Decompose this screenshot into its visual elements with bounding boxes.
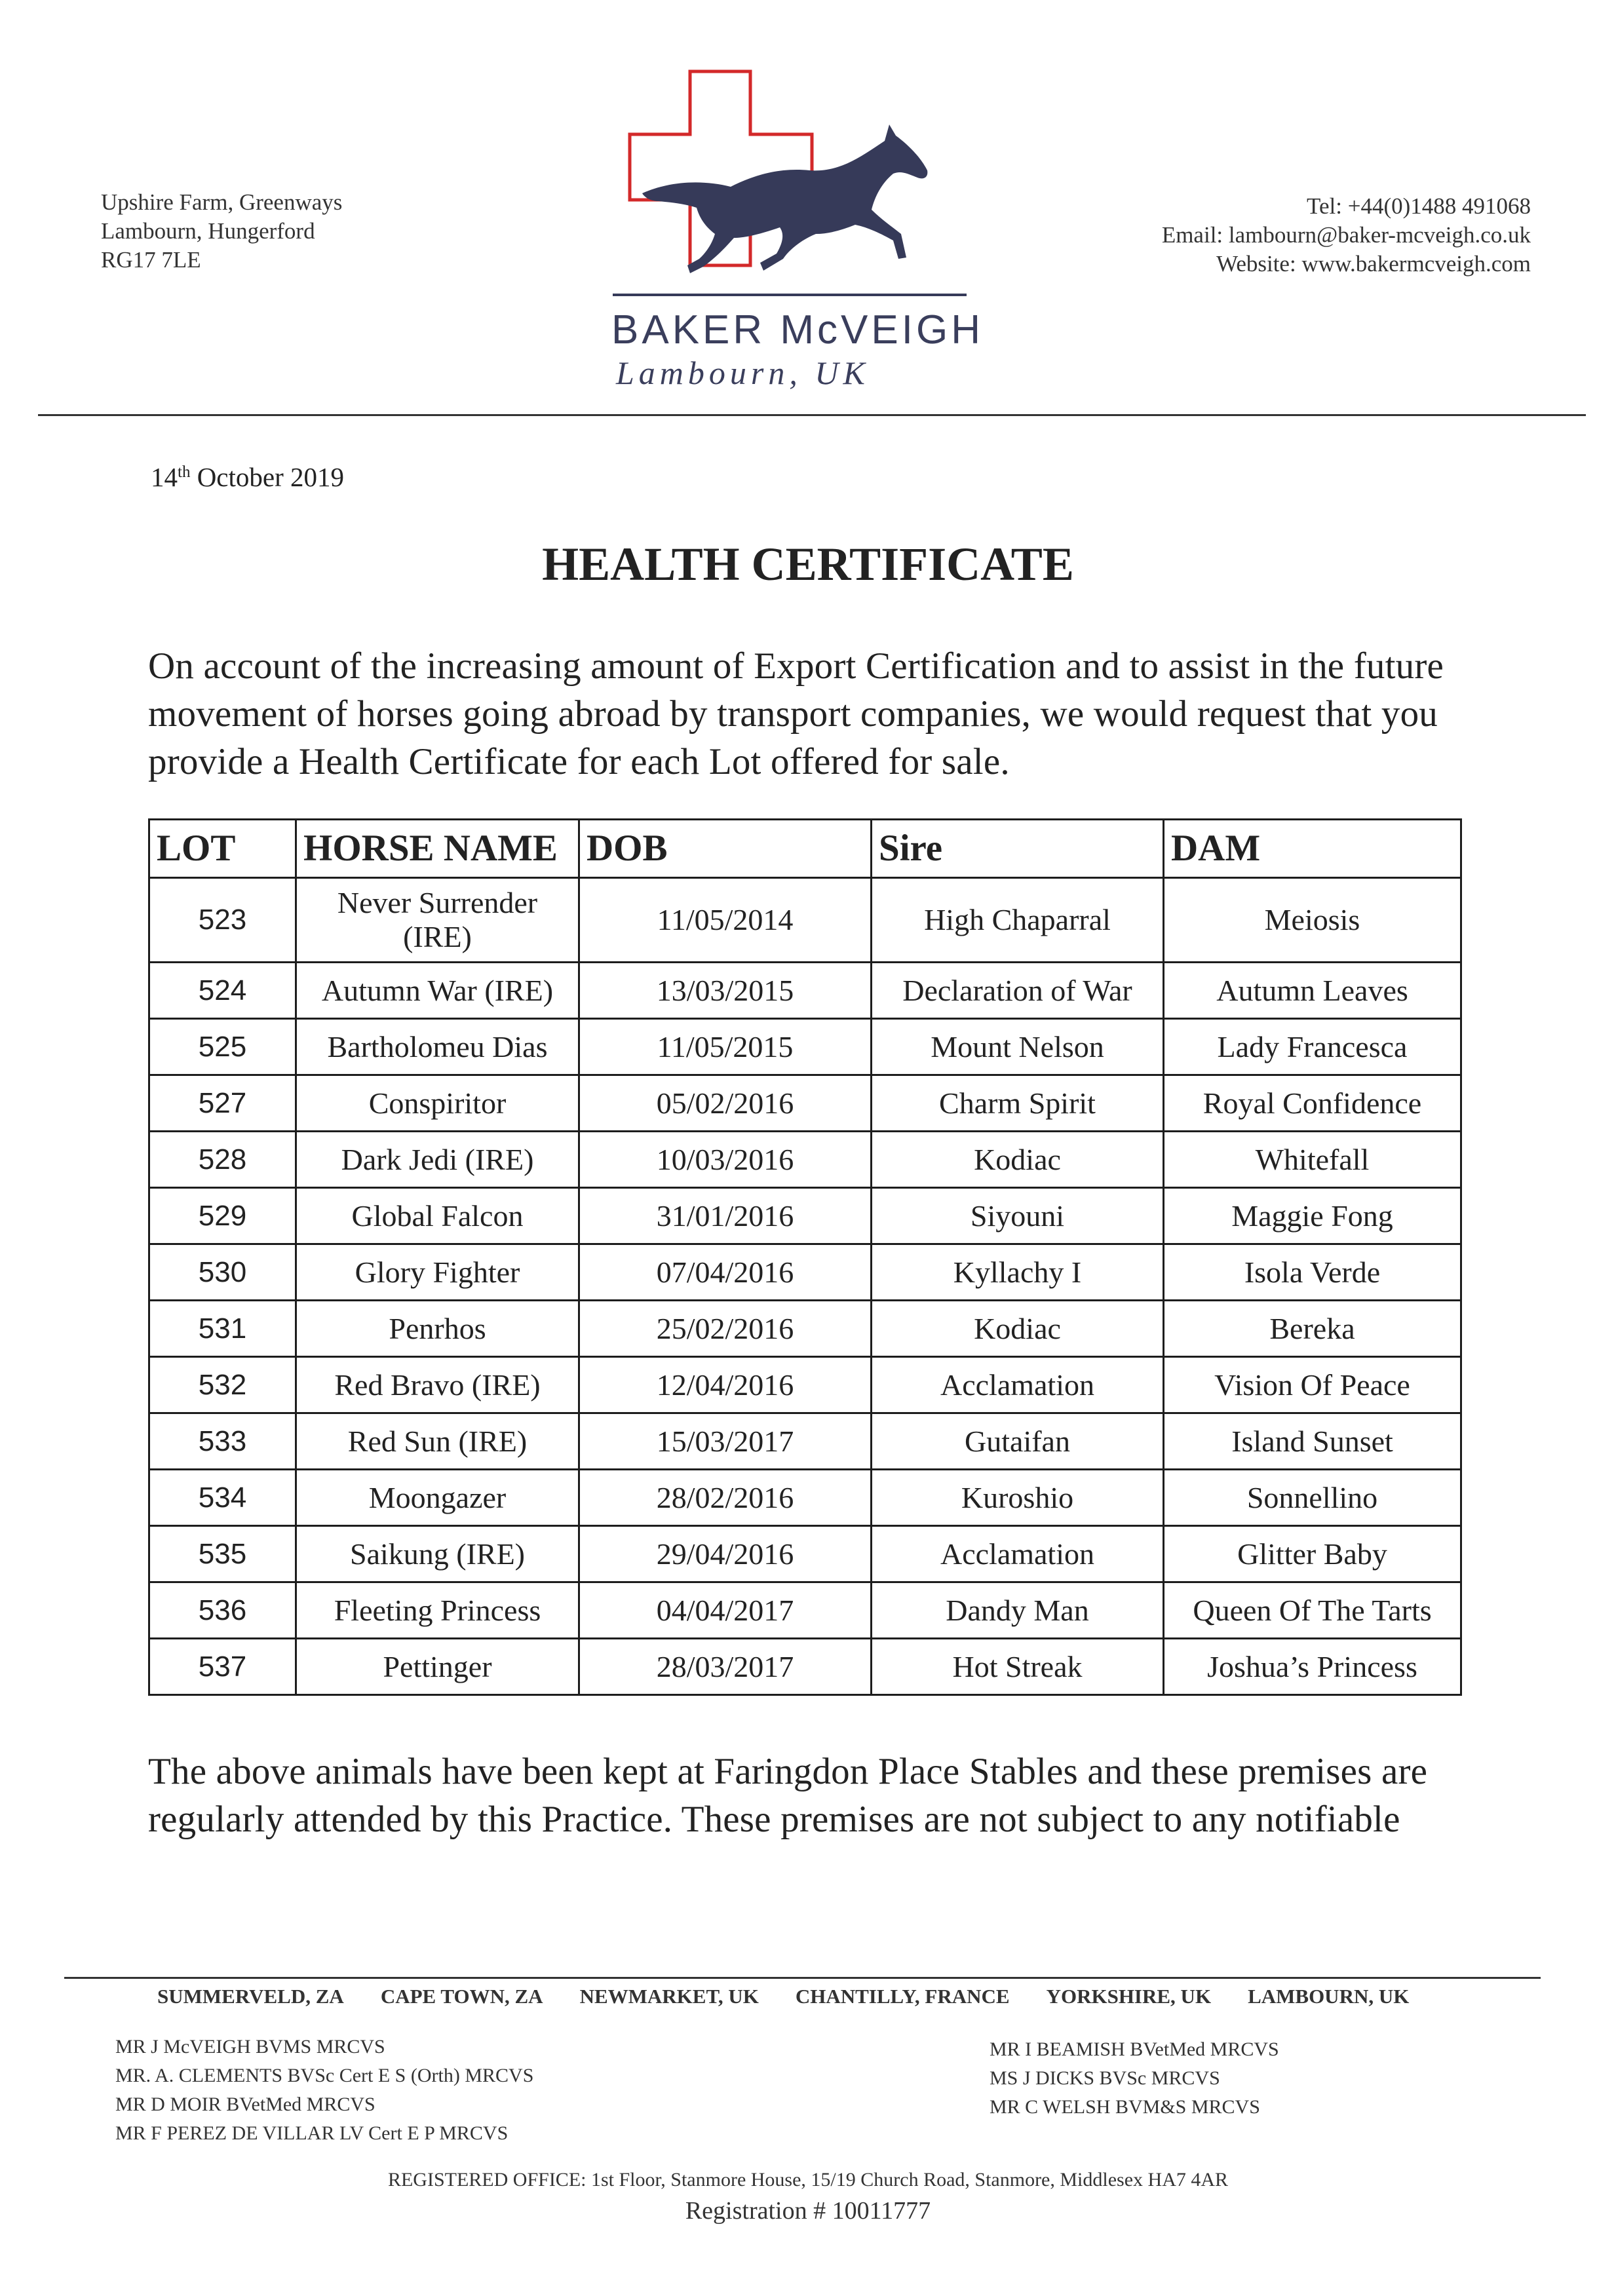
cell-dam: Meiosis: [1164, 878, 1461, 963]
cell-dam: Isola Verde: [1164, 1244, 1461, 1301]
column-header-dam: DAM: [1164, 820, 1461, 878]
cell-sire: Kodiac: [872, 1132, 1164, 1188]
cell-lot: 527: [149, 1075, 296, 1132]
address-line: RG17 7LE: [101, 247, 201, 273]
cell-lot: 529: [149, 1188, 296, 1244]
cell-dob: 31/01/2016: [579, 1188, 872, 1244]
cell-horse-name: Moongazer: [296, 1470, 579, 1526]
cell-horse-name: Red Bravo (IRE): [296, 1357, 579, 1413]
cell-horse-name: Pettinger: [296, 1639, 579, 1695]
cell-dob: 25/02/2016: [579, 1301, 872, 1357]
cell-horse-name: Glory Fighter: [296, 1244, 579, 1301]
column-header-dob: DOB: [579, 820, 872, 878]
page-title: HEALTH CERTIFICATE: [542, 538, 1074, 590]
column-header-sire: Sire: [872, 820, 1164, 878]
column-header-horse-name: HORSE NAME: [296, 820, 579, 878]
cell-dob: 28/02/2016: [579, 1470, 872, 1526]
cell-horse-name: Dark Jedi (IRE): [296, 1132, 579, 1188]
cell-horse-name: Autumn War (IRE): [296, 963, 579, 1019]
cell-dam: Sonnellino: [1164, 1470, 1461, 1526]
office-locations: [157, 1985, 1468, 2008]
table-row: [149, 1582, 1461, 1639]
date-rest: October 2019: [197, 462, 345, 492]
cell-sire: Mount Nelson: [872, 1019, 1164, 1075]
cell-lot: 530: [149, 1244, 296, 1301]
cell-dob: 11/05/2015: [579, 1019, 872, 1075]
vets-list-left: [115, 2033, 533, 2148]
cell-lot: 533: [149, 1413, 296, 1470]
vet-name: MR C WELSH BVM&S MRCVS: [990, 2096, 1260, 2118]
lots-table: [148, 818, 1462, 1696]
location: CAPE TOWN, ZA: [380, 1985, 543, 2008]
cell-sire: Siyouni: [872, 1188, 1164, 1244]
vet-name: MR. A. CLEMENTS BVSc Cert E S (Orth) MRCVS: [115, 2065, 534, 2086]
table-row: [149, 878, 1461, 963]
registration-number: Registration # 10011777: [685, 2197, 931, 2225]
cell-horse-name: Never Surrender (IRE): [296, 878, 579, 963]
cell-sire: Acclamation: [872, 1357, 1164, 1413]
vet-name: MR J McVEIGH BVMS MRCVS: [115, 2036, 385, 2057]
location: SUMMERVELD, ZA: [157, 1985, 344, 2008]
table-row: [149, 1470, 1461, 1526]
cell-lot: 535: [149, 1526, 296, 1582]
cell-dam: Lady Francesca: [1164, 1019, 1461, 1075]
cell-lot: 525: [149, 1019, 296, 1075]
cell-dob: 15/03/2017: [579, 1413, 872, 1470]
practice-contact: [1162, 192, 1531, 278]
brand-location: Lambourn, UK: [616, 354, 870, 391]
vet-name: MS J DICKS BVSc MRCVS: [990, 2067, 1220, 2089]
cell-lot: 523: [149, 878, 296, 963]
cell-horse-name: Bartholomeu Dias: [296, 1019, 579, 1075]
table-row: [149, 1188, 1461, 1244]
phone: Tel: +44(0)1488 491068: [1307, 193, 1531, 219]
vets-list-right: [990, 2035, 1279, 2122]
date-suffix: th: [178, 463, 191, 481]
website: Website: www.bakermcveigh.com: [1216, 251, 1531, 277]
cell-horse-name: Saikung (IRE): [296, 1526, 579, 1582]
cell-horse-name: Global Falcon: [296, 1188, 579, 1244]
cell-dob: 13/03/2015: [579, 963, 872, 1019]
cell-dob: 04/04/2017: [579, 1582, 872, 1639]
table-row: [149, 1075, 1461, 1132]
cell-lot: 537: [149, 1639, 296, 1695]
cell-sire: Acclamation: [872, 1526, 1164, 1582]
cell-lot: 528: [149, 1132, 296, 1188]
cell-lot: 524: [149, 963, 296, 1019]
date-day: 14: [151, 462, 178, 492]
cell-dam: Island Sunset: [1164, 1413, 1461, 1470]
cell-sire: Kyllachy I: [872, 1244, 1164, 1301]
column-header-lot: LOT: [149, 820, 296, 878]
table-header-row: [149, 820, 1461, 878]
cell-dam: Bereka: [1164, 1301, 1461, 1357]
letter-date: [151, 461, 344, 493]
cell-dob: 10/03/2016: [579, 1132, 872, 1188]
table-row: [149, 1639, 1461, 1695]
cell-dam: Autumn Leaves: [1164, 963, 1461, 1019]
cell-dob: 12/04/2016: [579, 1357, 872, 1413]
cell-dob: 11/05/2014: [579, 878, 872, 963]
cell-lot: 531: [149, 1301, 296, 1357]
cell-sire: Kuroshio: [872, 1470, 1164, 1526]
cell-lot: 536: [149, 1582, 296, 1639]
table-row: [149, 1244, 1461, 1301]
cell-horse-name: Red Sun (IRE): [296, 1413, 579, 1470]
cell-dam: Queen Of The Tarts: [1164, 1582, 1461, 1639]
registered-office: REGISTERED OFFICE: 1st Floor, Stanmore House, 15/19 Church Road, Stanmore, Middlesex HA7 4AR: [387, 2169, 1229, 2191]
cell-lot: 534: [149, 1470, 296, 1526]
cell-sire: Dandy Man: [872, 1582, 1164, 1639]
address-line: Lambourn, Hungerford: [101, 218, 315, 244]
table-row: [149, 1132, 1461, 1188]
cell-dam: Vision Of Peace: [1164, 1357, 1461, 1413]
cell-sire: Gutaifan: [872, 1413, 1164, 1470]
location: LAMBOURN, UK: [1248, 1985, 1410, 2008]
cell-dam: Royal Confidence: [1164, 1075, 1461, 1132]
vet-name: MR F PEREZ DE VILLAR LV Cert E P MRCVS: [115, 2122, 509, 2144]
table-row: [149, 1357, 1461, 1413]
practice-address: [101, 188, 342, 275]
cell-horse-name: Fleeting Princess: [296, 1582, 579, 1639]
table-row: [149, 1413, 1461, 1470]
table-row: [149, 963, 1461, 1019]
cell-sire: Declaration of War: [872, 963, 1164, 1019]
cell-dob: 05/02/2016: [579, 1075, 872, 1132]
cell-horse-name: Penrhos: [296, 1301, 579, 1357]
cell-dam: Joshua’s Princess: [1164, 1639, 1461, 1695]
cell-horse-name: Conspiritor: [296, 1075, 579, 1132]
cell-sire: High Chaparral: [872, 878, 1164, 963]
cell-dob: 07/04/2016: [579, 1244, 872, 1301]
cell-dam: Maggie Fong: [1164, 1188, 1461, 1244]
email: Email: lambourn@baker-mcveigh.co.uk: [1161, 222, 1531, 248]
cell-dam: Whitefall: [1164, 1132, 1461, 1188]
cell-lot: 532: [149, 1357, 296, 1413]
location: YORKSHIRE, UK: [1046, 1985, 1212, 2008]
cell-sire: Hot Streak: [872, 1639, 1164, 1695]
cell-dob: 28/03/2017: [579, 1639, 872, 1695]
intro-paragraph: On account of the increasing amount of Export Certification and to assist in the future movement of horses going abroad by transport companies, we would request that you provide a Health Certificate for each Lot offered for sale.: [148, 645, 1444, 782]
cell-sire: Kodiac: [872, 1301, 1164, 1357]
brand-name: BAKER McVEIGH: [611, 307, 984, 353]
vet-name: MR D MOIR BVetMed MRCVS: [115, 2094, 375, 2115]
table-body: [149, 878, 1461, 1695]
header-divider: [38, 414, 1586, 416]
vet-name: MR I BEAMISH BVetMed MRCVS: [990, 2038, 1279, 2060]
location: NEWMARKET, UK: [579, 1985, 759, 2008]
table-row: [149, 1019, 1461, 1075]
location: CHANTILLY, FRANCE: [795, 1985, 1010, 2008]
table-row: [149, 1526, 1461, 1582]
cell-dob: 29/04/2016: [579, 1526, 872, 1582]
cell-dam: Glitter Baby: [1164, 1526, 1461, 1582]
footer-divider: [64, 1977, 1541, 1979]
closing-paragraph: The above animals have been kept at Faringdon Place Stables and these premises are regularly attended by this Practice. These premises are not subject to any notifiable: [148, 1751, 1428, 1840]
table-row: [149, 1301, 1461, 1357]
cell-sire: Charm Spirit: [872, 1075, 1164, 1132]
address-line: Upshire Farm, Greenways: [101, 189, 343, 215]
